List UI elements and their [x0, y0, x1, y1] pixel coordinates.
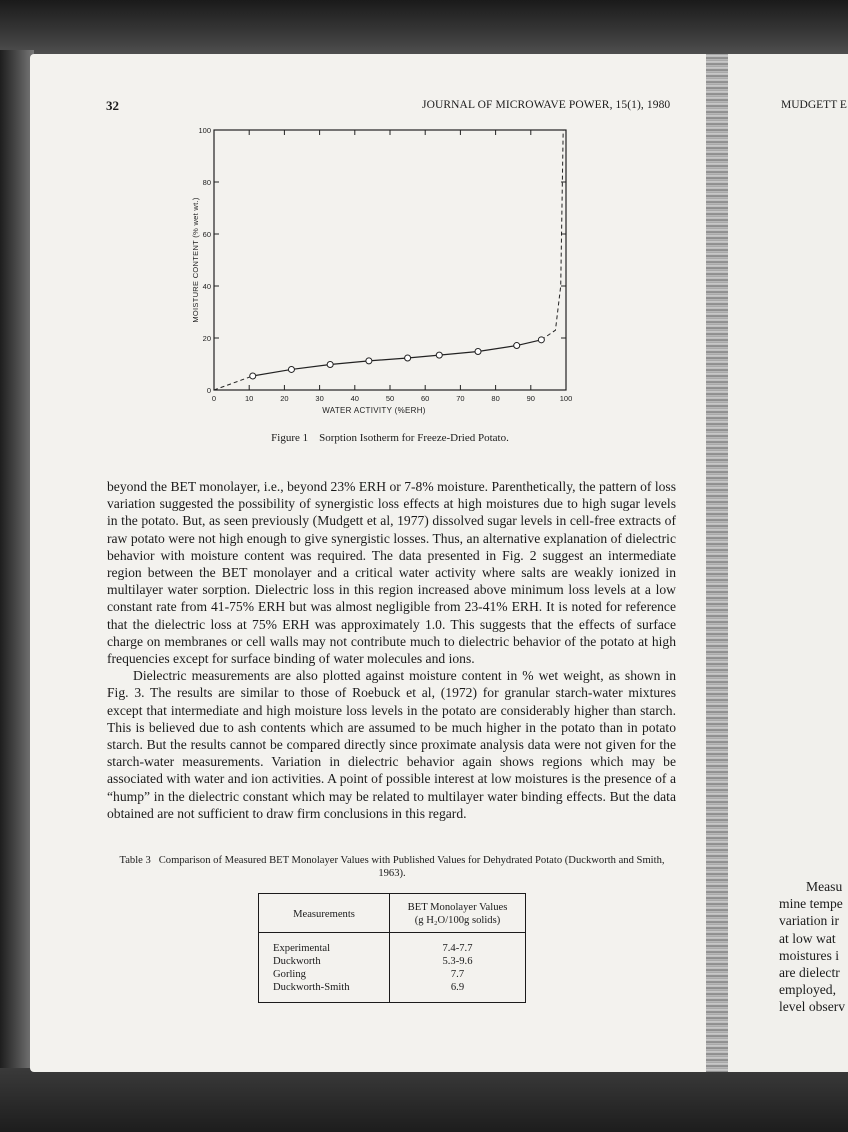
- table-measurement-names: [273, 942, 350, 994]
- table-row-value: 7.7: [450, 969, 465, 980]
- data-point: [250, 373, 256, 379]
- y-tick-label: 80: [202, 178, 211, 187]
- high-extrapolation-dashed: [541, 130, 563, 340]
- chart-svg: [160, 120, 600, 420]
- scan-bottom-border: [0, 1068, 848, 1132]
- data-point: [538, 337, 544, 343]
- table-header-divider: [259, 932, 525, 933]
- paragraph-2: Dielectric measurements are also plotted against moisture content in % wet weight, as shown in Fig. 3. The results are similar to those of Roebuck et al, (1972) for granular starch-water mixtures except that intermediate and high moisture loss levels in the potato are considerably higher than starch. This is believed due to ash contents which are assumed to be much higher in the potato than in potato starch. But the results cannot be compared directly since proximate analysis data were not given for the starch-water measurements. Variation in dielectric behavior again shows regions which may be associated with water and ion activities. A point of possible interest at low moistures is the presence of a “hump” in the dielectric constant which may be related to multilayer water binding effects. But the data obtained are not sufficient to draw firm conclusions in this regard.: [107, 668, 676, 821]
- facing-line: Measu: [806, 879, 843, 894]
- page-number: 32: [106, 98, 119, 113]
- x-tick-label: 20: [280, 394, 289, 403]
- facing-page-text: [779, 878, 848, 1016]
- facing-line: employed,: [779, 982, 837, 998]
- isotherm-curve: [253, 340, 542, 376]
- table-header-bet: [390, 901, 525, 927]
- sorption-isotherm-chart: [160, 120, 600, 420]
- facing-line: moistures i: [779, 947, 840, 963]
- x-tick-label: 100: [559, 394, 573, 403]
- facing-line: level observ: [779, 999, 846, 1015]
- data-point: [405, 355, 411, 361]
- facing-line: mine tempe: [779, 896, 843, 912]
- table-row-value: 5.3-9.6: [442, 956, 473, 967]
- y-tick-label: 60: [202, 230, 211, 239]
- scan-top-border: [0, 0, 848, 60]
- x-tick-label: 80: [491, 394, 500, 403]
- table-row-value: 6.9: [450, 982, 465, 993]
- data-point: [514, 343, 520, 349]
- paragraph-1: beyond the BET monolayer, i.e., beyond 23% ERH or 7-8% moisture. Parenthetically, the pattern of loss variation suggested the possibility of synergistic loss effects at high moistures due to high sugar levels in the potato. But, as seen previously (Mudgett et al, 1977) dissolved sugar levels in cell-free extracts of raw potato were not high enough to give synergistic losses. Thus, an alternative explanation of dielectric behavior with moisture content was required. The data presented in Fig. 2 suggest an intermediate region between the BET monolayer and a critical water activity where salts are weakly ionized in multilayer water sorption. Dielectric loss in this region increased above minimum loss levels at a low constant rate from 41-75% ERH but was almost negligible from 23-41% ERH. It is noted for reference that the dielectric loss at 75% ERH was approximately 1.0. This suggests that the effects of surface charge on membranes or cell walls may not contribute much to dielectric behavior of the potato at high frequencies except for surface binding of water molecules and ions.: [107, 479, 676, 667]
- data-point: [327, 362, 333, 368]
- low-extrapolation-dashed: [214, 376, 253, 390]
- x-tick-label: 90: [526, 394, 535, 403]
- x-tick-label: 50: [385, 394, 395, 403]
- table-row-name: Experimental: [273, 943, 331, 954]
- plot-frame: [214, 130, 566, 390]
- figure-caption: [0, 432, 848, 444]
- table-header-bet-line1: BET Monolayer Values: [407, 902, 508, 913]
- data-point: [288, 366, 294, 372]
- table-row-value: 7.4-7.7: [442, 943, 473, 954]
- journal-running-head: JOURNAL OF MICROWAVE POWER, 15(1), 1980: [422, 99, 671, 111]
- table-header-bet-line2: (g H₂O/100g solids): [414, 915, 501, 926]
- y-tick-label: 0: [206, 386, 211, 395]
- x-tick-label: 0: [211, 394, 217, 403]
- table-row-name: Duckworth-Smith: [273, 982, 350, 993]
- data-point: [436, 352, 442, 358]
- bet-comparison-table: [258, 893, 526, 1003]
- x-axis-label: WATER ACTIVITY (%ERH): [322, 406, 426, 415]
- table-row-name: Duckworth: [273, 956, 321, 967]
- x-tick-label: 60: [421, 394, 430, 403]
- table-header-measurements: Measurements: [293, 909, 355, 920]
- x-tick-label: 10: [245, 394, 254, 403]
- body-text: [107, 478, 676, 822]
- data-point: [475, 349, 481, 355]
- facing-line: at low wat: [779, 930, 836, 946]
- y-tick-label: 40: [202, 282, 211, 291]
- y-tick-label: 100: [198, 126, 211, 135]
- x-tick-label: 70: [456, 394, 465, 403]
- data-point: [366, 358, 372, 364]
- table-row-name: Gorling: [273, 969, 306, 980]
- x-tick-label: 30: [315, 394, 324, 403]
- y-axis-label: MOISTURE CONTENT (% wet wt.): [191, 197, 200, 323]
- scan-left-border: [0, 50, 34, 1080]
- facing-line: are dielectr: [779, 965, 840, 981]
- table-caption: Table 3 Comparison of Measured BET Monolayer Values with Published Values for Dehydrated Potato (Duckworth and Smith, 1963).: [119, 855, 668, 879]
- facing-page-running-head: MUDGETT E: [781, 99, 847, 111]
- book-gutter: [706, 54, 728, 1072]
- figure-caption-text: Figure 1 Sorption Isotherm for Freeze-Dried Potato.: [271, 432, 509, 444]
- facing-line: variation ir: [779, 913, 840, 929]
- x-tick-label: 40: [350, 394, 359, 403]
- table-values: [390, 942, 525, 994]
- y-tick-label: 20: [202, 334, 211, 343]
